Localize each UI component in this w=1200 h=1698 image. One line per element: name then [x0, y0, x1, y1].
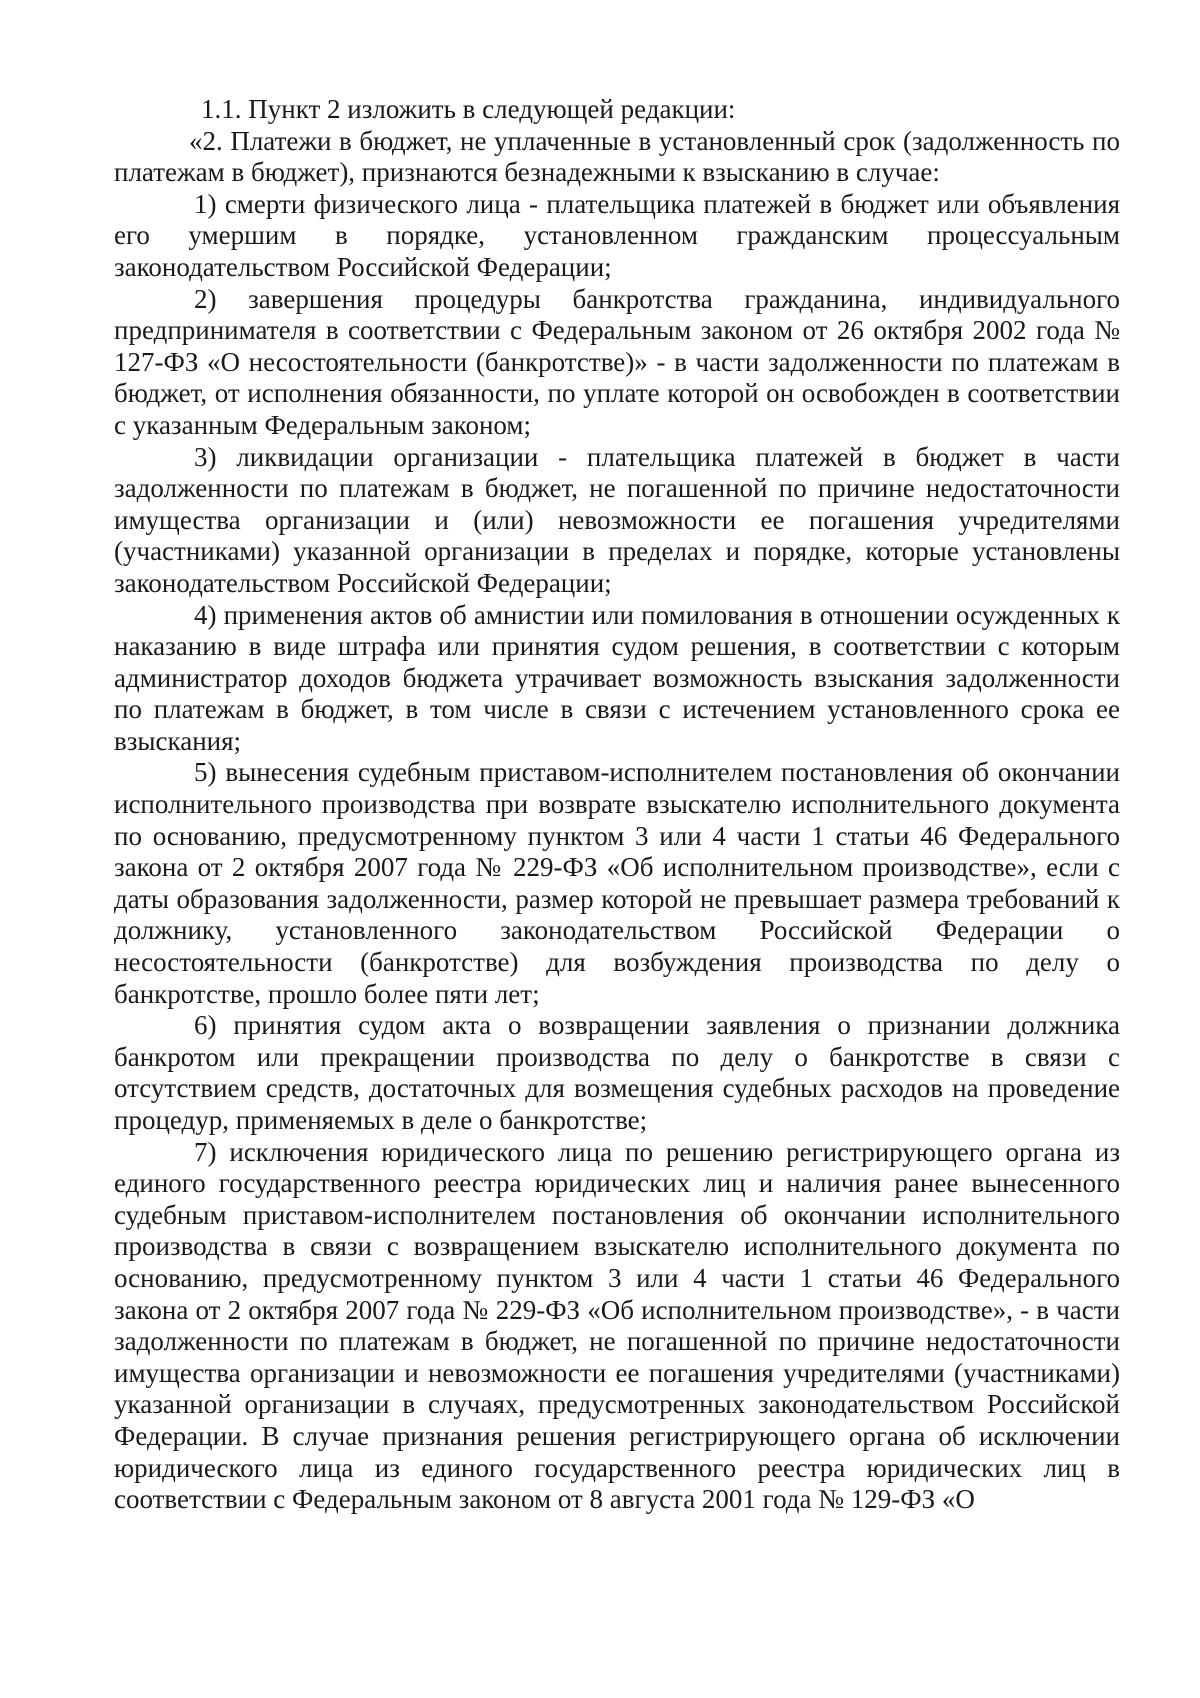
paragraph-item-2: 2) завершения процедуры банкротства гражданина, индивидуального предпринимателя в соответствии с Федеральным законом от 26 октября 2002 года № 127-ФЗ «О несостоятельности (банкротстве)» - в части задолженности по платежам в бюджет, от исполнения обязанности, по уплате которой он освобожден в соответствии с указанным Федеральным законом; — [114, 283, 1120, 440]
paragraph-amendment-intro: 1.1. Пункт 2 изложить в следующей редакции: — [201, 94, 736, 124]
paragraph-item-4: 4) применения актов об амнистии или помилования в отношении осужденных к наказанию в виде штрафа или принятия судом решения, в соответствии с которым администратор доходов бюджета утрачивает возможность взыскания задолженности по платежам в бюджет, в том числе в связи с истечением установленного срока ее взыскания; — [114, 599, 1120, 756]
document-body — [114, 94, 1120, 1516]
paragraph-item-6: 6) принятия судом акта о возвращении заявления о признании должника банкротом или прекращении производства по делу о банкротстве в связи с отсутствием средств, достаточных для возмещения судебных расходов на проведение процедур, применяемых в деле о банкротстве; — [114, 1010, 1120, 1135]
paragraph-item-7: 7) исключения юридического лица по решению регистрирующего органа из единого государственного реестра юридических лиц и наличия ранее вынесенного судебным приставом-исполнителем постановления об окончании исполнительного производства в связи с возвращением взыскателю исполнительного документа по основанию, предусмотренному пунктом 3 или 4 части 1 статьи 46 Федерального закона от 2 октября 2007 года № 229-ФЗ «Об исполнительном производстве», - в части задолженности по платежам в бюджет, не погашенной по причине недостаточности имущества организации и невозможности ее погашения учредителями (участниками) указанной организации в случаях, предусмотренных законодательством Российской Федерации. В случае признания решения регистрирующего органа об исключении юридического лица из единого государственного реестра юридических лиц в соответствии с Федеральным законом от 8 августа 2001 года № 129-ФЗ «О — [114, 1136, 1120, 1515]
paragraph-item-3: 3) ликвидации организации - плательщика платежей в бюджет в части задолженности по платежам в бюджет, не погашенной по причине недостаточности имущества организации и (или) невозможности ее погашения учредителями (участниками) указанной организации в пределах и порядке, которые установлены законодательством Российской Федерации; — [114, 441, 1120, 598]
paragraph-clause-2: «2. Платежи в бюджет, не уплаченные в установленный срок (задолженность по платежам в бюджет), признаются безнадежными к взысканию в случае: — [114, 125, 1120, 188]
paragraph-item-1: 1) смерти физического лица - плательщика платежей в бюджет или объявления его умершим в порядке, установленном гражданским процессуальным законодательством Российской Федерации; — [114, 188, 1120, 282]
paragraph-item-5: 5) вынесения судебным приставом-исполнителем постановления об окончании исполнительного производства при возврате взыскателю исполнительного документа по основанию, предусмотренному пунктом 3 или 4 части 1 статьи 46 Федерального закона от 2 октября 2007 года № 229-ФЗ «Об исполнительном производстве», если с даты образования задолженности, размер которой не превышает размера требований к должнику, установленного законодательством Российской Федерации о несостоятельности (банкротстве) для возбуждения производства по делу о банкротстве, прошло более пяти лет; — [114, 757, 1120, 1009]
